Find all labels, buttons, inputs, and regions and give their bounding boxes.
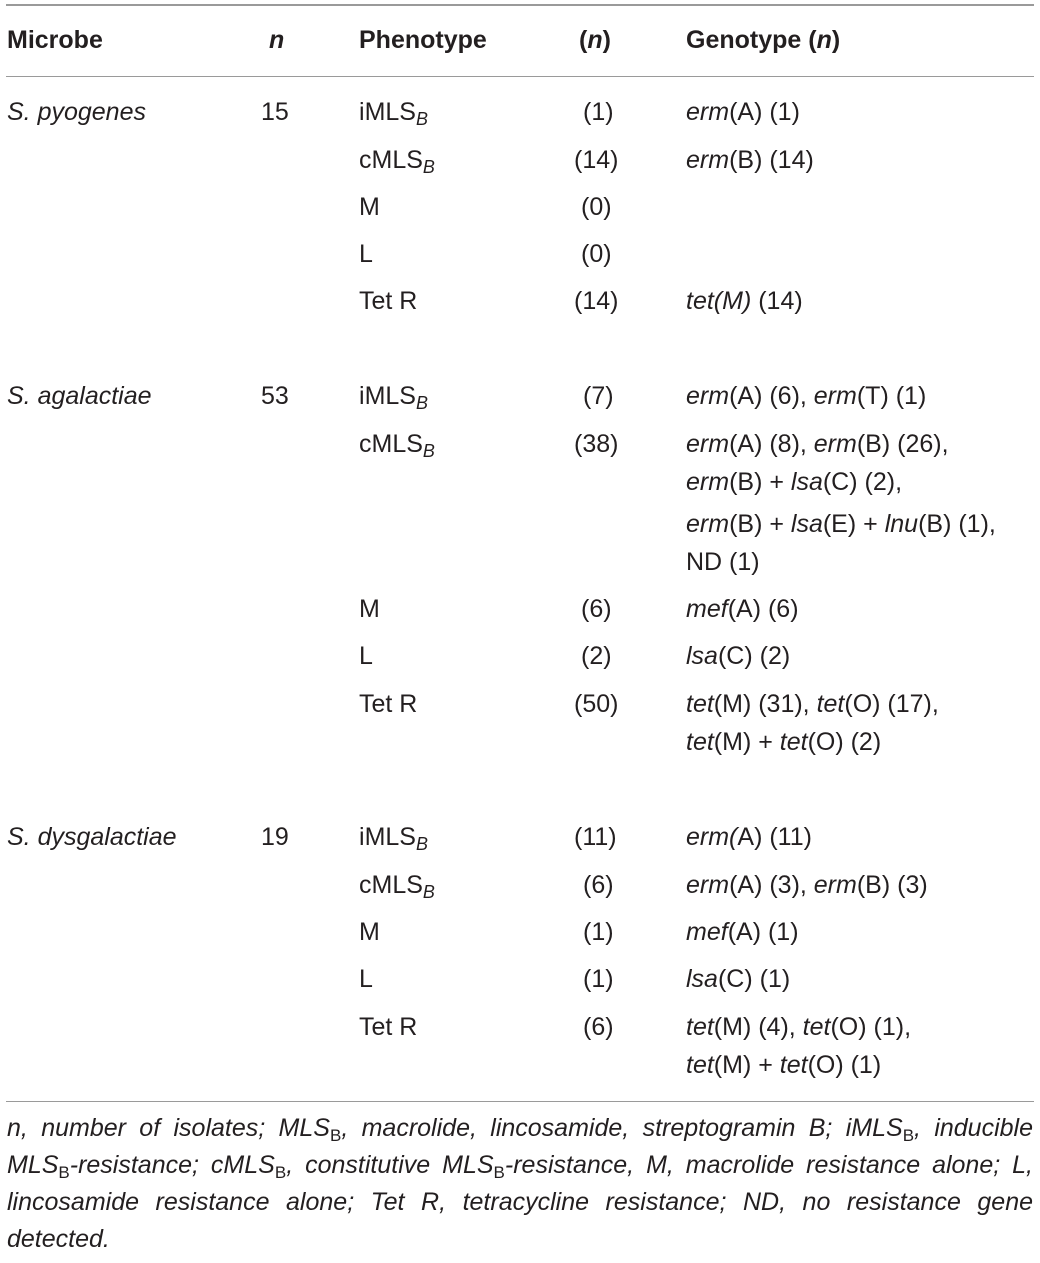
genotype: erm(A) (6), erm(T) (1) xyxy=(686,382,927,410)
genotype: tet(M) (31), tet(O) (17), xyxy=(686,690,939,718)
header-genotype-close: ) xyxy=(831,26,841,54)
header-genotype-label: Genotype ( xyxy=(686,26,817,54)
genotype: erm(A) (3), erm(B) (3) xyxy=(686,871,928,899)
phenotype-l: L xyxy=(359,965,373,993)
phenotype-count: (0) xyxy=(581,193,612,221)
isolate-count: 53 xyxy=(261,382,289,410)
genotype: ND (1) xyxy=(686,548,760,576)
phenotype-count: (14) xyxy=(574,146,619,174)
phenotype-cmls: cMLS$_B$ xyxy=(359,871,435,902)
phenotype-count: (0) xyxy=(581,240,612,268)
phenotype-count: (38) xyxy=(574,430,619,458)
phenotype-m: M xyxy=(359,193,380,221)
genotype: mef(A) (6) xyxy=(686,595,799,623)
phenotype-count: (6) xyxy=(581,595,612,623)
genotype: tet(M) + tet(O) (2) xyxy=(686,728,882,756)
genotype: tet(M) (4), tet(O) (1), xyxy=(686,1013,912,1041)
phenotype-count: (50) xyxy=(574,690,619,718)
genotype: erm(A) (1) xyxy=(686,98,800,126)
header-count-close: ) xyxy=(602,26,611,54)
phenotype-count: (6) xyxy=(583,1013,614,1041)
phenotype-l: L xyxy=(359,240,373,268)
header-n: n xyxy=(269,26,285,54)
genotype: mef(A) (1) xyxy=(686,918,799,946)
genotype: erm(B) + lsa(E) + lnu(B) (1), xyxy=(686,510,996,538)
table-footnote: n, number of isolates; $MLS_B$, macrolide, lincosamide, streptogramin B; iMLS$_B$, inducible $MLS_B$-resistance; cMLS$_B$, constitutive $MLS_B$-resistance, M, macrolide resistance alone; L, lincosamide resistance alone; Tet R, tetracycline resistance; ND, no resistance gene detected. xyxy=(7,1114,1034,1253)
genotype: tet(M) + tet(O) (1) xyxy=(686,1051,882,1079)
phenotype-imls: iMLS$_B$ xyxy=(359,823,428,854)
phenotype-imls: iMLS$_B$ xyxy=(359,98,428,129)
top-rule xyxy=(6,4,1034,6)
phenotype-count: (2) xyxy=(581,642,612,670)
phenotype-tet: Tet R xyxy=(359,287,418,315)
phenotype-m: M xyxy=(359,918,380,946)
isolate-count: 19 xyxy=(261,823,289,851)
phenotype-cmls: cMLS$_B$ xyxy=(359,430,435,461)
phenotype-count: (1) xyxy=(583,965,614,993)
phenotype-count: (1) xyxy=(583,918,614,946)
isolate-count: 15 xyxy=(261,98,289,126)
genotype: lsa(C) (1) xyxy=(686,965,791,993)
header-genotype xyxy=(686,22,840,59)
microbe-name: S. agalactiae xyxy=(7,382,152,410)
header-count-open: ( xyxy=(579,26,588,54)
genotype: erm(A) (8), erm(B) (26), xyxy=(686,430,949,458)
genotype: lsa(C) (2) xyxy=(686,642,791,670)
footer-rule xyxy=(6,1101,1034,1102)
phenotype-tet: Tet R xyxy=(359,690,418,718)
phenotype-cmls: cMLS$_B$ xyxy=(359,146,435,177)
genotype: erm(B) (14) xyxy=(686,146,814,174)
phenotype-count: (7) xyxy=(583,382,614,410)
phenotype-count: (14) xyxy=(574,287,619,315)
phenotype-l: L xyxy=(359,642,373,670)
phenotype-count: (1) xyxy=(583,98,614,126)
phenotype-tet: Tet R xyxy=(359,1013,418,1041)
header-rule xyxy=(6,76,1034,77)
header-phenotype: Phenotype xyxy=(359,26,487,54)
header-microbe: Microbe xyxy=(7,26,103,54)
microbe-name: S. dysgalactiae xyxy=(7,823,177,851)
phenotype-count: (6) xyxy=(583,871,614,899)
microbe-name: S. pyogenes xyxy=(7,98,146,126)
header-genotype-n: n xyxy=(816,26,832,54)
phenotype-m: M xyxy=(359,595,380,623)
phenotype-count: (11) xyxy=(574,823,617,851)
phenotype-imls: iMLS$_B$ xyxy=(359,382,428,413)
header-count-n: n xyxy=(587,26,603,54)
genotype: tet(M) (14) xyxy=(686,287,803,315)
genotype: erm(A) (11) xyxy=(686,823,812,851)
genotype: erm(B) + lsa(C) (2), xyxy=(686,468,903,496)
header-count xyxy=(579,22,611,59)
